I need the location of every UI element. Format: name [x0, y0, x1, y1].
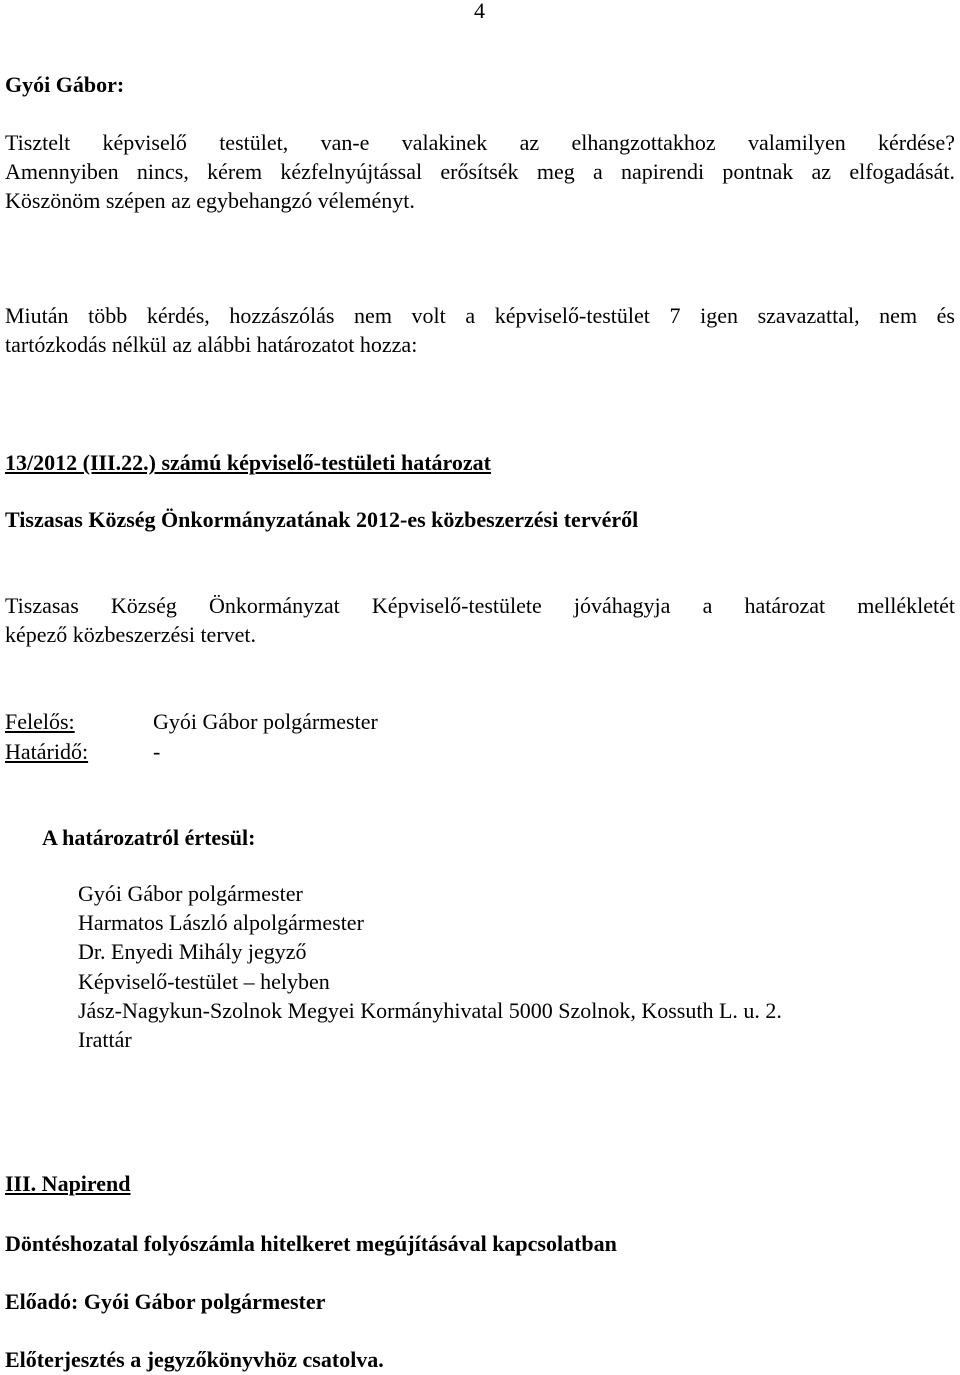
resolution-number-title: 13/2012 (III.22.) számú képviselő-testületi határozat	[5, 450, 491, 475]
vote-paragraph	[5, 301, 955, 359]
recipient-item: Irattár	[78, 1026, 132, 1052]
speech-line-3: Köszönöm szépen az egybehangzó véleményt.	[5, 188, 415, 213]
speech-paragraph	[5, 128, 955, 215]
responsible-value: Gyói Gábor polgármester	[153, 709, 378, 734]
speech-line-1: Tisztelt képviselő testület, van-e valakinek az elhangzottakhoz valamilyen kérdése?	[5, 130, 955, 155]
resolution-body-line-2: képező közbeszerzési tervet.	[5, 622, 257, 647]
deadline-value: -	[153, 739, 161, 764]
resolution-body	[5, 591, 955, 649]
recipient-item: Harmatos László alpolgármester	[78, 910, 364, 936]
vote-line-1: Miután több kérdés, hozzászólás nem volt a képviselő-testület 7 igen szavazattal, nem és	[5, 303, 955, 328]
resolution-body-line-1: Tiszasas Község Önkormányzat Képviselő-testülete jóváhagyja a határozat mellékletét	[5, 593, 955, 618]
resolution-title	[5, 448, 955, 477]
responsible-label: Felelős:	[5, 709, 75, 734]
speech-line-2: Amennyiben nincs, kérem kézfelnyújtással erősítsék meg a napirendi pontnak az elfogadását.	[5, 159, 955, 184]
recipient-item: Dr. Enyedi Mihály jegyző	[78, 939, 307, 965]
agenda-topic: Döntéshozatal folyószámla hitelkeret megújításával kapcsolatban	[5, 1231, 617, 1256]
agenda-title: III. Napirend	[5, 1171, 131, 1196]
recipient-list	[78, 879, 782, 1054]
agenda-presenter: Előadó: Gyói Gábor polgármester	[5, 1289, 326, 1314]
agenda-title-row	[5, 1169, 955, 1198]
deadline-label: Határidő:	[5, 739, 89, 764]
recipient-item: Jász-Nagykun-Szolnok Megyei Kormányhivatal 5000 Szolnok, Kossuth L. u. 2.	[78, 997, 782, 1023]
speaker-name: Gyói Gábor:	[5, 72, 125, 97]
resolution-subject: Tiszasas Község Önkormányzatának 2012-es közbeszerzési tervéről	[5, 507, 639, 532]
recipient-item: Gyói Gábor polgármester	[78, 881, 303, 906]
vote-line-2: tartózkodás nélkül az alábbi határozatot hozza:	[5, 332, 418, 357]
recipient-item: Képviselő-testület – helyben	[78, 968, 330, 994]
responsible-row	[5, 707, 378, 736]
notified-heading: A határozatról értesül:	[42, 825, 256, 850]
agenda-note: Előterjesztés a jegyzőkönyvhöz csatolva.	[5, 1347, 384, 1372]
deadline-row	[5, 737, 160, 766]
